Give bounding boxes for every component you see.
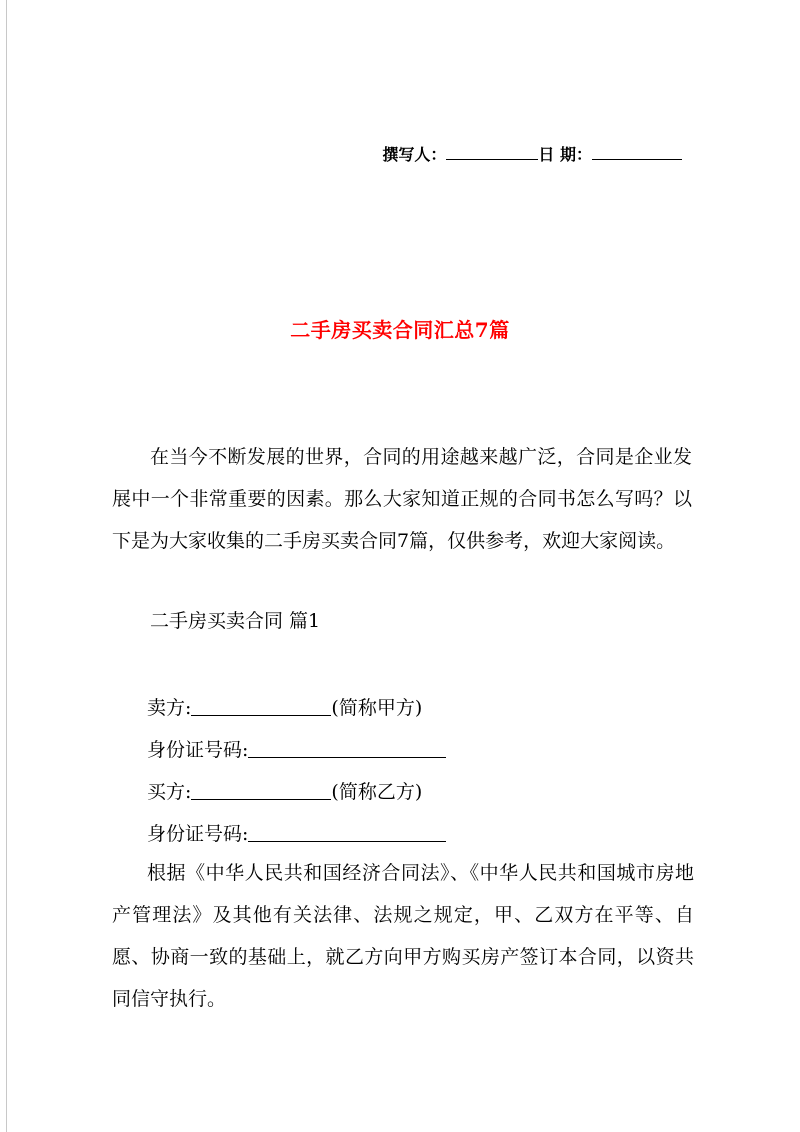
seller-line — [112, 687, 702, 729]
buyer-id-blank[interactable] — [248, 815, 446, 842]
document-header — [382, 142, 682, 165]
page-left-border — [6, 0, 7, 1132]
author-label: 撰写人： — [382, 145, 447, 164]
seller-label: 卖方: — [147, 697, 192, 719]
date-label: 日 期： — [538, 145, 592, 164]
document-title: 二手房买卖合同汇总7篇 — [290, 318, 510, 342]
buyer-id-label: 身份证号码: — [147, 823, 249, 845]
seller-note: (简称甲方) — [331, 697, 423, 719]
date-blank[interactable] — [592, 145, 682, 160]
seller-id-blank[interactable] — [248, 731, 446, 758]
intro-paragraph: 在当今不断发展的世界，合同的用途越来越广泛，合同是企业发展中一个非常重要的因素。那么大家知道正规的合同书怎么写吗？以下是为大家收集的二手房买卖合同7篇，仅供参考，欢迎大家阅读。 — [112, 446, 692, 552]
party-info-form — [112, 687, 702, 855]
seller-name-blank[interactable] — [191, 689, 331, 716]
buyer-label: 买方: — [147, 781, 192, 803]
buyer-line — [112, 771, 702, 813]
author-blank[interactable] — [446, 145, 538, 160]
section-heading: 二手房买卖合同 篇1 — [150, 610, 321, 632]
contract-preamble-paragraph: 根据《中华人民共和国经济合同法》、《中华人民共和国城市房地产管理法》及其他有关法律、法规之规定，甲、乙双方在平等、自愿、协商一致的基础上，就乙方向甲方购买房产签订本合同，以资共同信守执行。 — [112, 862, 694, 1010]
buyer-id-line — [112, 813, 702, 855]
seller-id-label: 身份证号码: — [147, 739, 249, 761]
buyer-note: (简称乙方) — [331, 781, 423, 803]
buyer-name-blank[interactable] — [191, 773, 331, 800]
seller-id-line — [112, 729, 702, 771]
